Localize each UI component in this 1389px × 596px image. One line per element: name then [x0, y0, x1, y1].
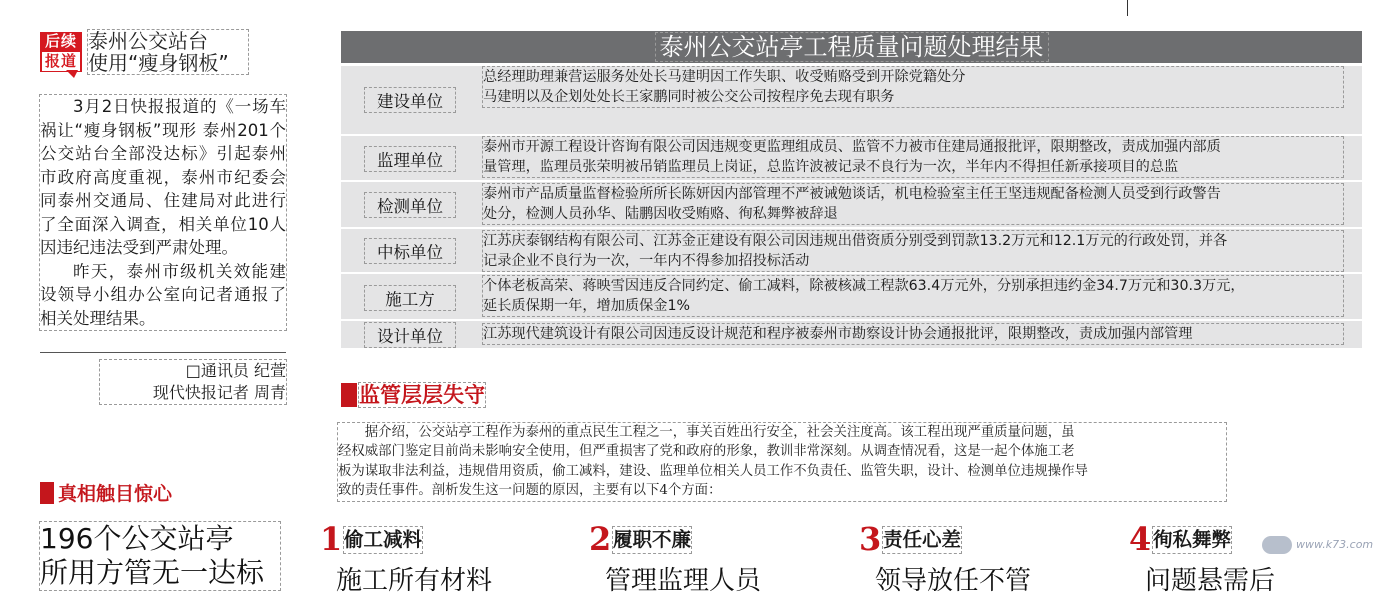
section-heading-truth [40, 481, 172, 507]
row-text-line: 记录企业不良行为一次，一年内不得参加招投标活动 [483, 253, 810, 269]
row-label: 施工方 [365, 286, 455, 310]
row-text [483, 276, 1343, 316]
row-text [483, 231, 1343, 271]
table-row [341, 229, 1362, 272]
row-text-line: 总经理助理兼营运服务处处长马建明因工作失职、收受贿赂受到开除党籍处分 [483, 69, 966, 85]
red-square-icon [341, 383, 357, 407]
row-text [483, 324, 1343, 344]
byline-reporter: 现代快报记者 周青 [152, 383, 286, 402]
section-heading-truth-text: 真相触目惊心 [58, 483, 173, 505]
row-text-line: 江苏现代建筑设计有限公司因违反设计规范和程序被泰州市勘察设计协会通报批评，限期整改，责成加强内部管理 [483, 326, 1193, 342]
byline-correspondent: □通讯员 纪萱 [185, 361, 286, 380]
point-number: 3 [859, 520, 882, 558]
row-text-line: 处分，检测人员孙华、陆鹏因收受贿赂、徇私舞弊被辞退 [483, 206, 838, 222]
lead-paragraph-2: 昨天，泰州市级机关效能建设领导小组办公室向记者通报了相关处理结果。 [40, 261, 286, 328]
row-text-line: 延长质保期一年，增加质保金1% [483, 298, 690, 314]
cause-point-2 [587, 520, 787, 596]
headline-line-1: 泰州公交站台 [88, 29, 208, 53]
cause-point-3 [857, 520, 1067, 596]
point-body: 问题悬需后 [1145, 566, 1276, 596]
point-title: 责任心差 [883, 528, 962, 551]
intro-line: 据介绍，公交站亭工程作为泰州的重点民生工程之一，事关百姓出行安全，社会关注度高。该工程出现严重质量问题，虽 [364, 425, 1075, 440]
point-body: 施工所有材料 [336, 566, 493, 596]
point-number: 1 [320, 520, 343, 558]
cause-point-1 [318, 520, 548, 596]
row-text [483, 137, 1343, 177]
table-row [341, 66, 1362, 134]
lead-paragraph-1: 3月2日快报报道的《一场车祸让“瘦身钢板”现形 泰州201个公交站台全部没达标》引起泰州市政府高度重视，泰州市纪委会同泰州交通局、住建局对此进行了全面深入调查，相关单位10人因违纪违法受到严肃处理。 [40, 97, 286, 257]
divider-rule [40, 352, 286, 353]
row-text-line: 泰州市开源工程设计咨询有限公司因违规变更监理组成员、监管不力被市住建局通报批评，限期整改，责成加强内部质 [483, 139, 1221, 155]
row-text [483, 184, 1343, 224]
point-body: 领导放任不管 [875, 566, 1032, 596]
intro-line: 致的责任事件。剖析发生这一问题的原因，主要有以下4个方面： [338, 483, 722, 499]
intro-line: 经权威部门鉴定目前尚未影响安全使用，但严重损害了党和政府的形象，教训非常深刻。从调查情况看，这是一起个体施工老 [338, 444, 1075, 460]
truth-line-1: 196个公交站亭 [40, 522, 234, 555]
site-watermark [1262, 532, 1382, 558]
point-body: 管理监理人员 [605, 566, 762, 596]
row-label: 设计单位 [365, 323, 455, 347]
headline-line-2: 使用“瘦身钢板” [88, 51, 229, 75]
badge-tail-shape [66, 70, 78, 78]
watermark-logo-icon [1262, 536, 1292, 554]
section-heading-oversight [341, 380, 485, 410]
point-title: 徇私舞弊 [1153, 528, 1232, 551]
truth-line-2: 所用方管无一达标 [40, 556, 265, 589]
point-number: 4 [1129, 520, 1152, 558]
row-text-line: 马建明以及企划处处长王家鹏同时被公交公司按程序免去现有职务 [483, 89, 895, 105]
badge-line-2: 报道 [42, 52, 80, 71]
table-row [341, 321, 1362, 348]
byline [100, 360, 286, 404]
table-row [341, 182, 1362, 227]
row-text-line: 泰州市产品质量监督检验所所长陈妍因内部管理不严被诫勉谈话，机电检验室主任王坚违规配备检测人员受到行政警告 [483, 186, 1221, 202]
results-table-title-text: 泰州公交站亭工程质量问题处理结果 [656, 33, 1048, 61]
row-text [483, 67, 1343, 107]
oversight-intro [338, 423, 1226, 501]
point-title: 偷工减料 [344, 528, 423, 551]
row-text-line: 江苏庆泰钢结构有限公司、江苏金正建设有限公司因违规出借资质分别受到罚款13.2万元和12.1万元的行政处罚，并各 [483, 233, 1228, 249]
truth-subheading [40, 522, 280, 590]
row-label: 建设单位 [365, 88, 455, 112]
column-tick [1127, 0, 1128, 16]
cause-point-4 [1127, 520, 1276, 596]
point-number: 2 [589, 520, 612, 558]
intro-line: 板为谋取非法利益，违规借用资质，偷工减料，建设、监理单位相关人员工作不负责任、监管失职，设计、检测单位违规操作导 [338, 463, 1088, 479]
table-row [341, 274, 1362, 319]
lead-paragraphs [40, 95, 286, 330]
results-table-title [341, 31, 1362, 63]
follow-up-badge [40, 32, 82, 72]
point-title: 履职不廉 [613, 528, 692, 551]
red-square-icon [40, 482, 54, 504]
row-label: 中标单位 [365, 239, 455, 263]
row-text-line: 个体老板高荣、蒋映雪因违反合同约定、偷工减料，除被核减工程款63.4万元外，分别承担违约金34.7万元和30.3万元， [483, 278, 1245, 294]
badge-line-1: 后续 [44, 32, 77, 50]
watermark-text: www.k73.com [1296, 538, 1374, 551]
row-label: 监理单位 [365, 147, 455, 171]
article-headline [88, 30, 248, 74]
row-text-line: 量管理，监理员张荣明被吊销监理员上岗证，总监许波被记录不良行为一次，半年内不得担任新承接项目的总监 [483, 159, 1179, 175]
row-label: 检测单位 [365, 193, 455, 217]
table-row [341, 136, 1362, 180]
section-heading-oversight-text: 监管层层失守 [359, 383, 485, 407]
